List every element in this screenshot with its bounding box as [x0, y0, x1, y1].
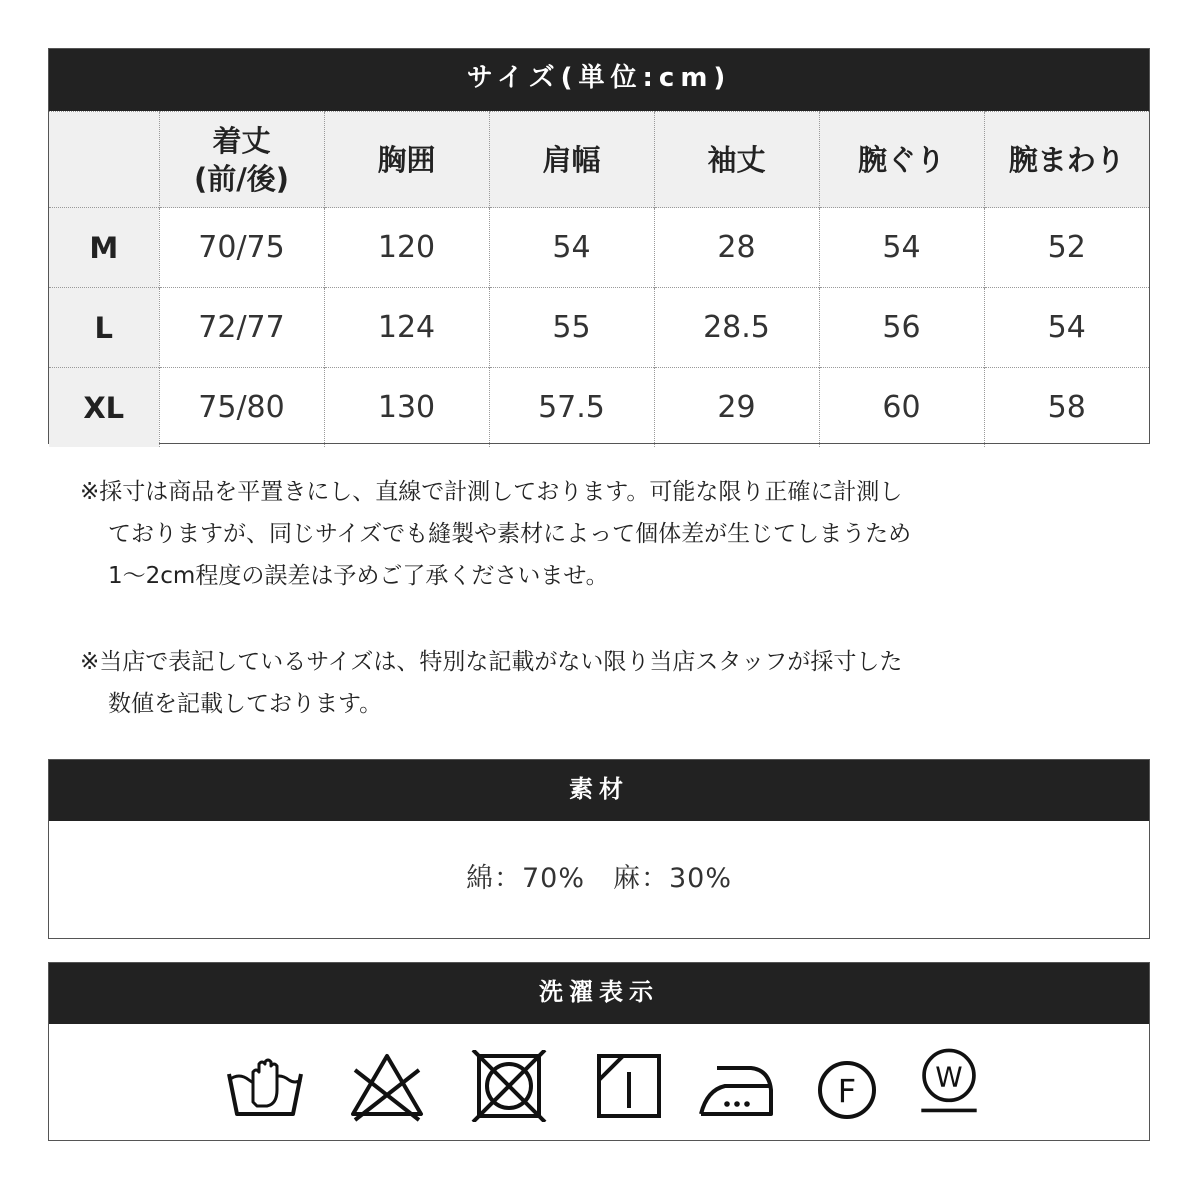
hand-wash-icon	[225, 1050, 305, 1122]
table-row	[49, 288, 1149, 368]
table-cell: 54	[819, 208, 984, 288]
column-header-sleeve: 袖丈	[654, 112, 819, 208]
no-bleach-icon	[347, 1050, 427, 1122]
column-header-shoulder: 肩幅	[489, 112, 654, 208]
table-cell: 52	[984, 208, 1149, 288]
table-cell: 56	[819, 288, 984, 368]
table-row	[49, 368, 1149, 448]
table-cell: 72/77	[159, 288, 324, 368]
table-cell: 28.5	[654, 288, 819, 368]
measurement-note	[80, 471, 1070, 597]
material-title: 素材	[49, 760, 1149, 821]
dry-clean-f-icon	[807, 1050, 887, 1122]
table-cell: 29	[654, 368, 819, 448]
row-header-size: M	[49, 208, 159, 288]
note-line: ※当店で表記しているサイズは、特別な記載がない限り当店スタッフが採寸した	[80, 649, 903, 675]
iron-low-temp-icon	[695, 1050, 775, 1122]
size-table-corner	[49, 112, 159, 208]
size-table-title: サイズ(単位:cm)	[49, 49, 1149, 111]
column-header-length: 着丈 (前/後)	[159, 112, 324, 208]
table-cell: 28	[654, 208, 819, 288]
table-cell: 70/75	[159, 208, 324, 288]
table-cell: 120	[324, 208, 489, 288]
wet-clean-w-icon	[909, 1044, 989, 1116]
note-line: 数値を記載しております。	[108, 691, 383, 717]
table-cell: 130	[324, 368, 489, 448]
column-header-arm-circumference: 腕まわり	[984, 112, 1149, 208]
size-notation-note	[80, 641, 1070, 725]
care-label-panel	[48, 962, 1150, 1141]
column-header-armhole: 腕ぐり	[819, 112, 984, 208]
svg-text:F: F	[837, 1072, 857, 1110]
care-label-title: 洗濯表示	[49, 963, 1149, 1024]
table-cell: 57.5	[489, 368, 654, 448]
table-row	[49, 208, 1149, 288]
note-line: 1～2cm程度の誤差は予めご了承くださいませ。	[108, 563, 609, 589]
material-composition: 綿：70% 麻：30%	[465, 863, 733, 894]
table-cell: 124	[324, 288, 489, 368]
note-line: ※採寸は商品を平置きにし、直線で計測しております。可能な限り正確に計測し	[80, 479, 903, 505]
no-tumble-dry-icon	[469, 1050, 549, 1122]
table-cell: 58	[984, 368, 1149, 448]
row-header-size: L	[49, 288, 159, 368]
table-cell: 60	[819, 368, 984, 448]
svg-text:W: W	[935, 1060, 963, 1094]
size-table	[49, 111, 1149, 447]
column-header-chest: 胸囲	[324, 112, 489, 208]
line-dry-in-shade-icon	[589, 1050, 669, 1122]
size-table-panel	[48, 48, 1150, 444]
note-line: ておりますが、同じサイズでも縫製や素材によって個体差が生じてしまうため	[108, 521, 912, 547]
table-cell: 54	[489, 208, 654, 288]
table-cell: 54	[984, 288, 1149, 368]
row-header-size: XL	[49, 368, 159, 448]
care-icons-row	[49, 1024, 1149, 1140]
table-cell: 55	[489, 288, 654, 368]
table-cell: 75/80	[159, 368, 324, 448]
material-panel	[48, 759, 1150, 939]
size-table-header-row	[49, 112, 1149, 208]
